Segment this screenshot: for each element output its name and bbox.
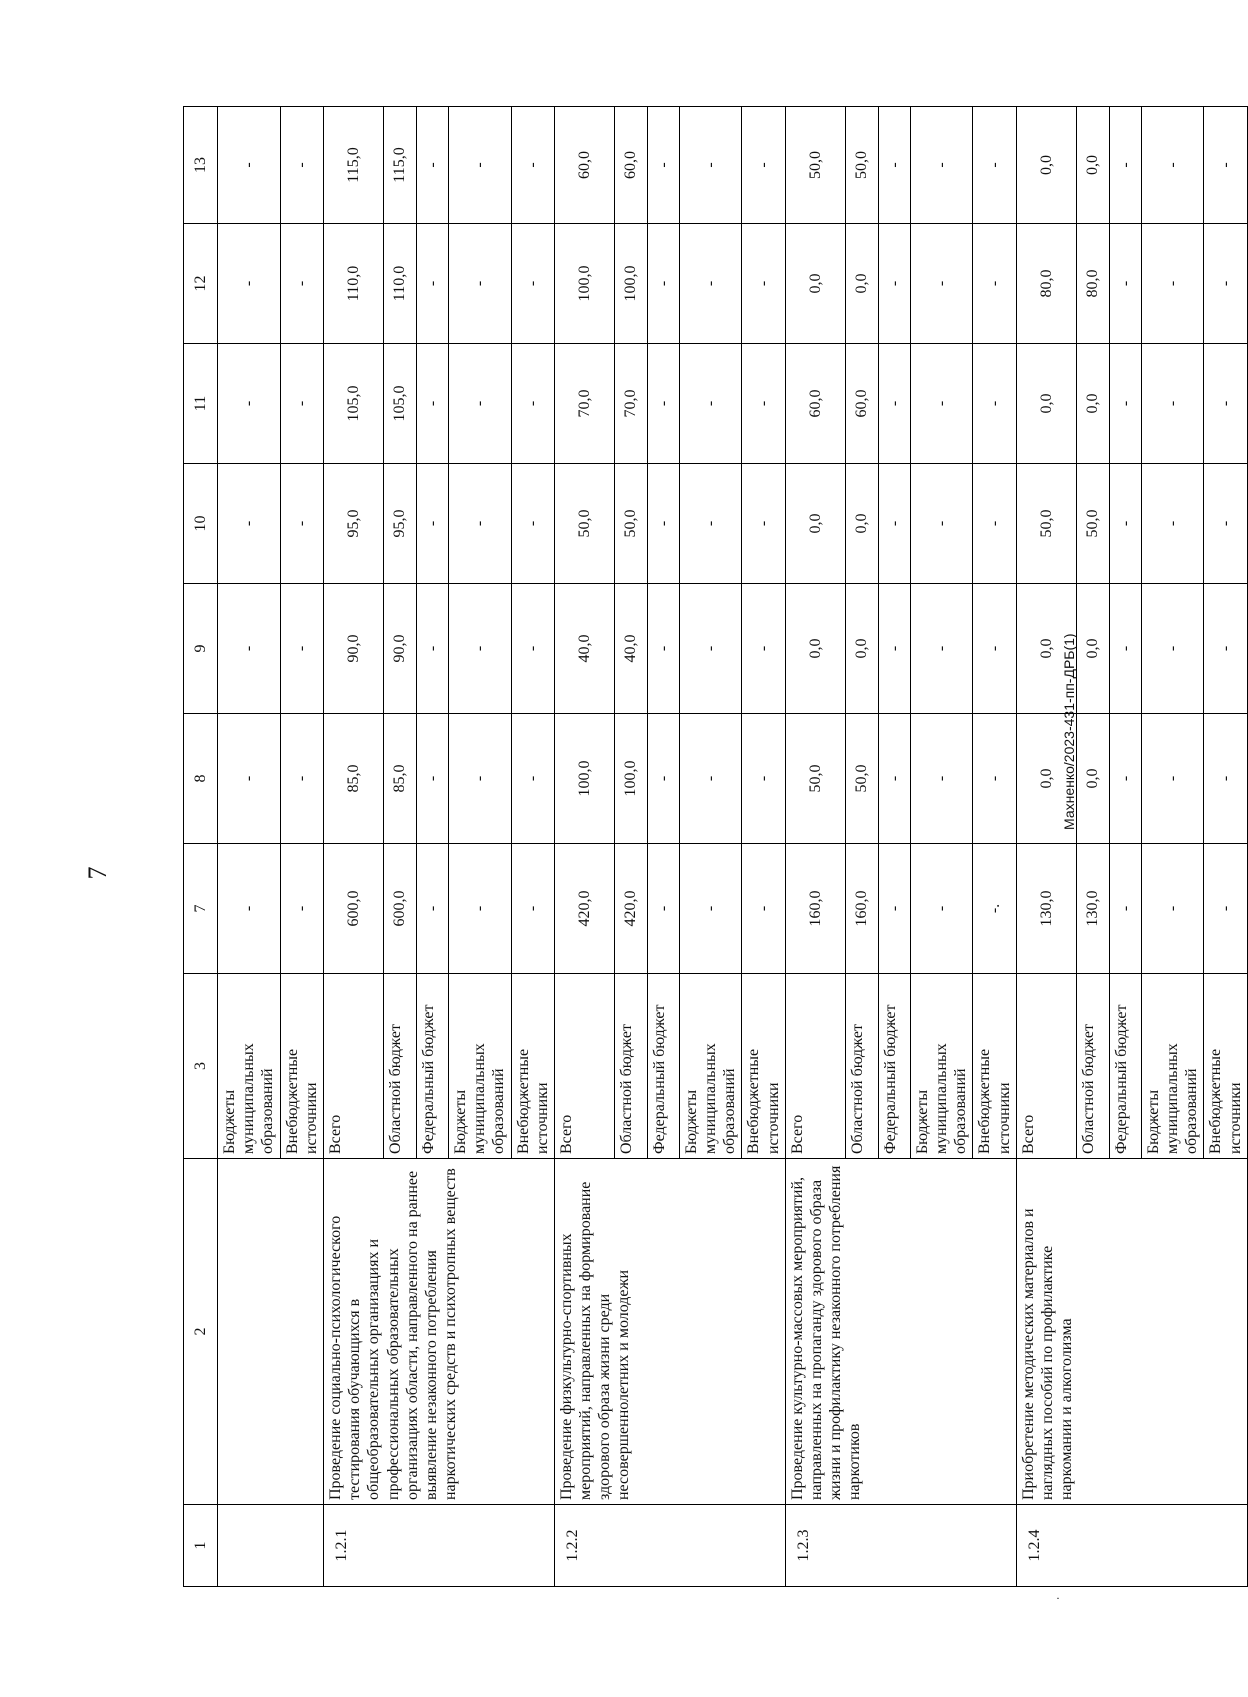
value-cell: - (910, 224, 973, 344)
value-cell: - (1141, 464, 1204, 584)
value-cell: - (910, 584, 973, 714)
value-cell: - (973, 224, 1016, 344)
funding-source: Внебюджетные источники (973, 974, 1016, 1159)
value-cell: 50,0 (845, 107, 878, 224)
value-cell: 0,0 (845, 224, 878, 344)
value-cell: 110,0 (383, 224, 416, 344)
item-code: 1.2.2 (554, 1505, 785, 1587)
value-cell: - (973, 344, 1016, 464)
value-cell: 70,0 (554, 344, 614, 464)
value-cell: - (218, 584, 281, 714)
value-cell: 50,0 (614, 464, 647, 584)
funding-source: Областной бюджет (1076, 974, 1109, 1159)
value-cell: - (1141, 584, 1204, 714)
value-cell: - (679, 584, 742, 714)
value-cell: - (448, 714, 511, 844)
value-cell: - (218, 844, 281, 974)
funding-source: Бюджеты муниципальных образований (679, 974, 742, 1159)
value-cell: - (910, 714, 973, 844)
funding-source: Внебюджетные источники (280, 974, 323, 1159)
value-cell: - (742, 464, 785, 584)
table-row (323, 107, 383, 1587)
value-cell: - (647, 584, 679, 714)
value-cell: - (416, 464, 448, 584)
value-cell: - (511, 584, 554, 714)
value-cell: 40,0 (554, 584, 614, 714)
value-cell: - (1141, 107, 1204, 224)
page-number: 7 (83, 866, 112, 880)
value-cell: 160,0 (845, 844, 878, 974)
value-cell: 0,0 (1016, 714, 1076, 844)
value-cell: 115,0 (383, 107, 416, 224)
document-code: Махненко/2023-431-пп-ДРБ(1) (1061, 633, 1077, 830)
column-header-2: 2 (184, 1159, 218, 1505)
item-name: Проведение социально-психологического тестирования обучающихся в общеобразовательных организациях и профессиональных образовательных организациях области, направленного на раннее выявление незаконного потребления наркотических средств и психотропных веществ (323, 1159, 554, 1505)
value-cell: - (679, 344, 742, 464)
item-code: 1.2.1 (323, 1505, 554, 1587)
value-cell: - (511, 344, 554, 464)
value-cell: - (910, 107, 973, 224)
value-cell: 105,0 (323, 344, 383, 464)
value-cell: - (1109, 224, 1141, 344)
value-cell: - (218, 464, 281, 584)
value-cell: - (511, 107, 554, 224)
value-cell: - (1109, 844, 1141, 974)
value-cell: - (973, 714, 1016, 844)
value-cell: - (416, 344, 448, 464)
value-cell: - (218, 714, 281, 844)
value-cell: - (416, 584, 448, 714)
value-cell: - (218, 107, 281, 224)
value-cell: - (742, 224, 785, 344)
value-cell: - (679, 714, 742, 844)
value-cell: - (280, 107, 323, 224)
value-cell: - (742, 714, 785, 844)
funding-source: Федеральный бюджет (647, 974, 679, 1159)
value-cell: - (1204, 344, 1247, 464)
value-cell: 105,0 (383, 344, 416, 464)
value-cell: - (679, 464, 742, 584)
value-cell: - (416, 224, 448, 344)
value-cell: 60,0 (785, 344, 845, 464)
value-cell: - (1109, 714, 1141, 844)
value-cell: - (679, 224, 742, 344)
funding-source: Бюджеты муниципальных образований (218, 974, 281, 1159)
value-cell: - (448, 584, 511, 714)
value-cell: - (878, 107, 910, 224)
value-cell: - (511, 464, 554, 584)
funding-source: Всего (554, 974, 614, 1159)
value-cell: 50,0 (845, 714, 878, 844)
funding-source: Федеральный бюджет (1109, 974, 1141, 1159)
value-cell: - (878, 344, 910, 464)
value-cell: - (878, 844, 910, 974)
value-cell: 0,0 (785, 224, 845, 344)
value-cell: 0,0 (845, 464, 878, 584)
value-cell: - (416, 714, 448, 844)
value-cell: 60,0 (845, 344, 878, 464)
value-cell: 0,0 (1076, 584, 1109, 714)
value-cell: - (973, 464, 1016, 584)
funding-source: Бюджеты муниципальных образований (910, 974, 973, 1159)
value-cell: - (1204, 844, 1247, 974)
value-cell: - (1204, 224, 1247, 344)
value-cell: - (910, 344, 973, 464)
stray-mark: · (1056, 1591, 1060, 1605)
value-cell: 85,0 (383, 714, 416, 844)
value-cell: - (1204, 107, 1247, 224)
value-cell: - (448, 344, 511, 464)
value-cell: - (1204, 714, 1247, 844)
value-cell: - (1204, 584, 1247, 714)
value-cell: - (1141, 714, 1204, 844)
column-header-12: 12 (184, 224, 218, 344)
value-cell: - (511, 844, 554, 974)
funding-source: Федеральный бюджет (878, 974, 910, 1159)
value-cell: - (647, 844, 679, 974)
item-name (218, 1159, 324, 1505)
funding-source: Всего (785, 974, 845, 1159)
value-cell: 0,0 (1076, 714, 1109, 844)
value-cell: 80,0 (1076, 224, 1109, 344)
value-cell: 110,0 (323, 224, 383, 344)
item-name: Проведение физкультурно-спортивных мероприятий, направленных на формирование здорового образа жизни среди несовершеннолетних и молодежи (554, 1159, 785, 1505)
funding-source: Областной бюджет (383, 974, 416, 1159)
value-cell: - (218, 344, 281, 464)
value-cell: 90,0 (383, 584, 416, 714)
value-cell: - (647, 464, 679, 584)
value-cell: - (1141, 344, 1204, 464)
value-cell: - (742, 344, 785, 464)
value-cell: - (448, 464, 511, 584)
value-cell: - (511, 714, 554, 844)
table-row (554, 107, 614, 1587)
value-cell: 160,0 (785, 844, 845, 974)
value-cell: 80,0 (1016, 224, 1076, 344)
funding-source: Бюджеты муниципальных образований (448, 974, 511, 1159)
funding-source: Внебюджетные источники (1204, 974, 1247, 1159)
value-cell: 90,0 (323, 584, 383, 714)
column-header-13: 13 (184, 107, 218, 224)
value-cell: 50,0 (1016, 464, 1076, 584)
value-cell: 0,0 (785, 464, 845, 584)
value-cell: - (448, 107, 511, 224)
value-cell: - (280, 844, 323, 974)
table-row (785, 107, 845, 1587)
value-cell: - (280, 584, 323, 714)
table-row (1016, 107, 1076, 1587)
value-cell: 0,0 (845, 584, 878, 714)
value-cell: - (218, 224, 281, 344)
column-header-1: 1 (184, 1505, 218, 1587)
value-cell: - (280, 714, 323, 844)
value-cell: - (973, 107, 1016, 224)
value-cell: - (878, 464, 910, 584)
value-cell: - (280, 224, 323, 344)
funding-source: Областной бюджет (845, 974, 878, 1159)
value-cell: - (1141, 844, 1204, 974)
funding-source: Всего (1016, 974, 1076, 1159)
value-cell: - (679, 107, 742, 224)
value-cell: 115,0 (323, 107, 383, 224)
value-cell: - (679, 844, 742, 974)
value-cell: - (511, 224, 554, 344)
column-header-11: 11 (184, 344, 218, 464)
value-cell: 50,0 (785, 714, 845, 844)
value-cell: - (448, 224, 511, 344)
column-header-3: 3 (184, 974, 218, 1159)
value-cell: 50,0 (1076, 464, 1109, 584)
value-cell: - (1109, 464, 1141, 584)
value-cell: - (1141, 224, 1204, 344)
funding-source: Федеральный бюджет (416, 974, 448, 1159)
value-cell: 95,0 (323, 464, 383, 584)
value-cell: 100,0 (614, 224, 647, 344)
column-header-10: 10 (184, 464, 218, 584)
column-header-9: 9 (184, 584, 218, 714)
funding-source: Бюджеты муниципальных образований (1141, 974, 1204, 1159)
value-cell: 60,0 (554, 107, 614, 224)
value-cell: 0,0 (1016, 584, 1076, 714)
value-cell: - (647, 224, 679, 344)
value-cell: 50,0 (785, 107, 845, 224)
value-cell: - (416, 107, 448, 224)
value-cell: - (280, 464, 323, 584)
value-cell: 420,0 (614, 844, 647, 974)
funding-source: Областной бюджет (614, 974, 647, 1159)
item-name: Приобретение методических материалов и наглядных пособий по профилактике наркомании и алкоголизма (1016, 1159, 1247, 1505)
value-cell: 100,0 (614, 714, 647, 844)
value-cell: 130,0 (1016, 844, 1076, 974)
value-cell: - (416, 844, 448, 974)
value-cell: - (973, 584, 1016, 714)
value-cell: 0,0 (785, 584, 845, 714)
value-cell: - (878, 714, 910, 844)
value-cell: - (878, 224, 910, 344)
value-cell: - (742, 107, 785, 224)
value-cell: 100,0 (554, 714, 614, 844)
value-cell: - (448, 844, 511, 974)
header-row (184, 107, 218, 1587)
value-cell: 50,0 (554, 464, 614, 584)
value-cell: 0,0 (1016, 344, 1076, 464)
value-cell: 420,0 (554, 844, 614, 974)
budget-table (183, 106, 1248, 1587)
value-cell: - (647, 714, 679, 844)
value-cell: -. (973, 844, 1016, 974)
value-cell: 0,0 (1076, 344, 1109, 464)
value-cell: - (1109, 584, 1141, 714)
funding-source: Всего (323, 974, 383, 1159)
value-cell: - (647, 107, 679, 224)
item-code (218, 1505, 324, 1587)
item-code: 1.2.3 (785, 1505, 1016, 1587)
column-header-7: 7 (184, 844, 218, 974)
funding-source: Внебюджетные источники (511, 974, 554, 1159)
value-cell: 600,0 (383, 844, 416, 974)
value-cell: - (280, 344, 323, 464)
value-cell: 0,0 (1076, 107, 1109, 224)
value-cell: - (742, 584, 785, 714)
value-cell: - (647, 344, 679, 464)
value-cell: 0,0 (1016, 107, 1076, 224)
value-cell: 100,0 (554, 224, 614, 344)
value-cell: 70,0 (614, 344, 647, 464)
value-cell: - (910, 464, 973, 584)
value-cell: 130,0 (1076, 844, 1109, 974)
value-cell: 40,0 (614, 584, 647, 714)
column-header-8: 8 (184, 714, 218, 844)
value-cell: 95,0 (383, 464, 416, 584)
value-cell: - (878, 584, 910, 714)
value-cell: - (1109, 107, 1141, 224)
value-cell: 85,0 (323, 714, 383, 844)
item-name: Проведение культурно-массовых мероприятий, направленных на пропаганду здорового образа жизни и профилактику незаконного потребления наркотиков (785, 1159, 1016, 1505)
value-cell: - (910, 844, 973, 974)
funding-source: Внебюджетные источники (742, 974, 785, 1159)
value-cell: 600,0 (323, 844, 383, 974)
value-cell: - (1109, 344, 1141, 464)
item-code: 1.2.4 (1016, 1505, 1247, 1587)
value-cell: 60,0 (614, 107, 647, 224)
value-cell: - (742, 844, 785, 974)
table-body (218, 107, 1248, 1587)
value-cell: - (1204, 464, 1247, 584)
table-row (218, 107, 281, 1587)
